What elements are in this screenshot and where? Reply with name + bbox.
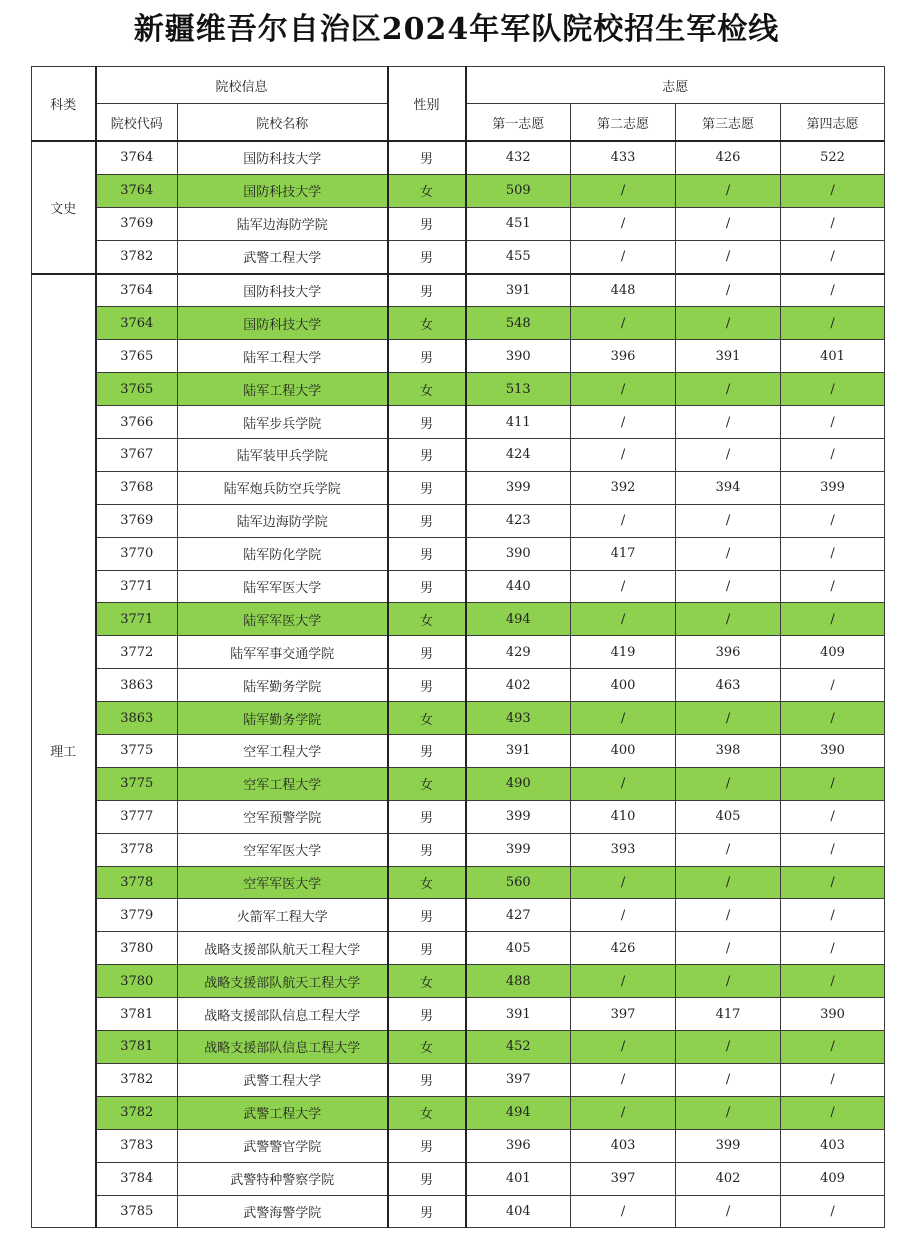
table-row <box>32 1195 885 1228</box>
school-code-cell: 3775 <box>96 767 178 800</box>
third-choice-cell: / <box>676 965 781 998</box>
header-third: 第三志愿 <box>676 104 781 142</box>
fourth-choice-cell: / <box>781 537 885 570</box>
gender-cell: 女 <box>388 603 466 636</box>
school-name-cell: 国防科技大学 <box>178 274 388 307</box>
fourth-choice-cell: 399 <box>781 471 885 504</box>
first-choice-cell: 402 <box>466 669 571 702</box>
school-name-cell: 武警警官学院 <box>178 1129 388 1162</box>
gender-cell: 男 <box>388 406 466 439</box>
gender-cell: 男 <box>388 669 466 702</box>
third-choice-cell: / <box>676 240 781 273</box>
category-cell: 文史 <box>32 141 96 274</box>
gender-cell: 男 <box>388 471 466 504</box>
gender-cell: 女 <box>388 866 466 899</box>
gender-cell: 女 <box>388 1031 466 1064</box>
third-choice-cell: 399 <box>676 1129 781 1162</box>
fourth-choice-cell: 401 <box>781 340 885 373</box>
gender-cell: 男 <box>388 1129 466 1162</box>
fourth-choice-cell: 409 <box>781 1162 885 1195</box>
table-body <box>32 141 885 1228</box>
gender-cell: 男 <box>388 340 466 373</box>
school-name-cell: 战略支援部队航天工程大学 <box>178 932 388 965</box>
second-choice-cell: / <box>571 1063 676 1096</box>
third-choice-cell: / <box>676 899 781 932</box>
fourth-choice-cell: 522 <box>781 141 885 174</box>
gender-cell: 女 <box>388 767 466 800</box>
school-code-cell: 3785 <box>96 1195 178 1228</box>
third-choice-cell: / <box>676 537 781 570</box>
fourth-choice-cell: / <box>781 603 885 636</box>
third-choice-cell: 391 <box>676 340 781 373</box>
table-row <box>32 504 885 537</box>
fourth-choice-cell: / <box>781 439 885 472</box>
school-code-cell: 3771 <box>96 570 178 603</box>
first-choice-cell: 423 <box>466 504 571 537</box>
school-code-cell: 3765 <box>96 340 178 373</box>
table-row <box>32 833 885 866</box>
school-name-cell: 陆军工程大学 <box>178 373 388 406</box>
gender-cell: 女 <box>388 702 466 735</box>
fourth-choice-cell: / <box>781 570 885 603</box>
second-choice-cell: 403 <box>571 1129 676 1162</box>
school-code-cell: 3779 <box>96 899 178 932</box>
table-row <box>32 932 885 965</box>
school-name-cell: 国防科技大学 <box>178 174 388 207</box>
table-row <box>32 274 885 307</box>
table-row <box>32 240 885 273</box>
first-choice-cell: 548 <box>466 307 571 340</box>
third-choice-cell: / <box>676 1063 781 1096</box>
table-row <box>32 1129 885 1162</box>
school-name-cell: 武警工程大学 <box>178 240 388 273</box>
first-choice-cell: 429 <box>466 636 571 669</box>
school-code-cell: 3781 <box>96 1031 178 1064</box>
header-gender: 性别 <box>388 67 466 142</box>
gender-cell: 男 <box>388 274 466 307</box>
fourth-choice-cell: / <box>781 274 885 307</box>
table-row <box>32 373 885 406</box>
table-row <box>32 1162 885 1195</box>
fourth-choice-cell: / <box>781 1096 885 1129</box>
school-name-cell: 空军工程大学 <box>178 767 388 800</box>
third-choice-cell: 398 <box>676 735 781 768</box>
school-code-cell: 3780 <box>96 965 178 998</box>
first-choice-cell: 493 <box>466 702 571 735</box>
school-name-cell: 空军军医大学 <box>178 833 388 866</box>
second-choice-cell: / <box>571 406 676 439</box>
school-name-cell: 武警海警学院 <box>178 1195 388 1228</box>
fourth-choice-cell: / <box>781 932 885 965</box>
first-choice-cell: 494 <box>466 603 571 636</box>
school-code-cell: 3767 <box>96 439 178 472</box>
third-choice-cell: / <box>676 373 781 406</box>
first-choice-cell: 509 <box>466 174 571 207</box>
second-choice-cell: / <box>571 207 676 240</box>
table-row <box>32 998 885 1031</box>
second-choice-cell: 417 <box>571 537 676 570</box>
third-choice-cell: / <box>676 1096 781 1129</box>
third-choice-cell: / <box>676 174 781 207</box>
school-name-cell: 陆军炮兵防空兵学院 <box>178 471 388 504</box>
first-choice-cell: 560 <box>466 866 571 899</box>
page-title: 新疆维吾尔自治区2024年军队院校招生军检线 <box>133 12 780 47</box>
third-choice-cell: 417 <box>676 998 781 1031</box>
table-row <box>32 800 885 833</box>
fourth-choice-cell: / <box>781 833 885 866</box>
first-choice-cell: 399 <box>466 471 571 504</box>
gender-cell: 女 <box>388 965 466 998</box>
gender-cell: 男 <box>388 899 466 932</box>
fourth-choice-cell: / <box>781 965 885 998</box>
table-row <box>32 1031 885 1064</box>
third-choice-cell: / <box>676 406 781 439</box>
school-name-cell: 陆军装甲兵学院 <box>178 439 388 472</box>
third-choice-cell: / <box>676 702 781 735</box>
fourth-choice-cell: / <box>781 307 885 340</box>
second-choice-cell: 410 <box>571 800 676 833</box>
table-row <box>32 965 885 998</box>
school-name-cell: 国防科技大学 <box>178 141 388 174</box>
gender-cell: 男 <box>388 504 466 537</box>
school-name-cell: 陆军军事交通学院 <box>178 636 388 669</box>
school-code-cell: 3777 <box>96 800 178 833</box>
school-code-cell: 3766 <box>96 406 178 439</box>
fourth-choice-cell: / <box>781 373 885 406</box>
gender-cell: 女 <box>388 1096 466 1129</box>
header-category: 科类 <box>32 67 96 142</box>
school-name-cell: 陆军工程大学 <box>178 340 388 373</box>
header-choices: 志愿 <box>466 67 885 104</box>
table-row <box>32 899 885 932</box>
table-row <box>32 866 885 899</box>
table-row <box>32 340 885 373</box>
second-choice-cell: / <box>571 767 676 800</box>
school-code-cell: 3782 <box>96 1096 178 1129</box>
first-choice-cell: 494 <box>466 1096 571 1129</box>
second-choice-cell: 426 <box>571 932 676 965</box>
table-row <box>32 702 885 735</box>
third-choice-cell: / <box>676 767 781 800</box>
first-choice-cell: 391 <box>466 274 571 307</box>
second-choice-cell: / <box>571 866 676 899</box>
table-row <box>32 636 885 669</box>
second-choice-cell: / <box>571 373 676 406</box>
school-name-cell: 空军工程大学 <box>178 735 388 768</box>
school-code-cell: 3771 <box>96 603 178 636</box>
second-choice-cell: / <box>571 307 676 340</box>
school-code-cell: 3764 <box>96 141 178 174</box>
second-choice-cell: 393 <box>571 833 676 866</box>
fourth-choice-cell: / <box>781 702 885 735</box>
category-cell: 理工 <box>32 274 96 1228</box>
second-choice-cell: 433 <box>571 141 676 174</box>
school-code-cell: 3772 <box>96 636 178 669</box>
school-code-cell: 3768 <box>96 471 178 504</box>
fourth-choice-cell: 403 <box>781 1129 885 1162</box>
second-choice-cell: 400 <box>571 669 676 702</box>
header-first: 第一志愿 <box>466 104 571 142</box>
table-row <box>32 669 885 702</box>
second-choice-cell: / <box>571 603 676 636</box>
school-code-cell: 3783 <box>96 1129 178 1162</box>
school-name-cell: 武警特种警察学院 <box>178 1162 388 1195</box>
school-code-cell: 3784 <box>96 1162 178 1195</box>
first-choice-cell: 411 <box>466 406 571 439</box>
school-name-cell: 陆军军医大学 <box>178 603 388 636</box>
school-name-cell: 火箭军工程大学 <box>178 899 388 932</box>
gender-cell: 男 <box>388 1162 466 1195</box>
table-row <box>32 537 885 570</box>
third-choice-cell: / <box>676 603 781 636</box>
table-row <box>32 174 885 207</box>
gender-cell: 男 <box>388 537 466 570</box>
fourth-choice-cell: 390 <box>781 735 885 768</box>
gender-cell: 女 <box>388 174 466 207</box>
first-choice-cell: 390 <box>466 537 571 570</box>
header-school-info: 院校信息 <box>96 67 388 104</box>
gender-cell: 女 <box>388 373 466 406</box>
third-choice-cell: / <box>676 570 781 603</box>
table-row <box>32 735 885 768</box>
gender-cell: 男 <box>388 439 466 472</box>
first-choice-cell: 432 <box>466 141 571 174</box>
third-choice-cell: 426 <box>676 141 781 174</box>
second-choice-cell: / <box>571 965 676 998</box>
school-name-cell: 陆军军医大学 <box>178 570 388 603</box>
gender-cell: 男 <box>388 800 466 833</box>
first-choice-cell: 452 <box>466 1031 571 1064</box>
table-row <box>32 471 885 504</box>
gender-cell: 男 <box>388 570 466 603</box>
admission-table <box>31 66 885 1228</box>
gender-cell: 男 <box>388 636 466 669</box>
table-row <box>32 439 885 472</box>
fourth-choice-cell: / <box>781 207 885 240</box>
school-name-cell: 武警工程大学 <box>178 1063 388 1096</box>
third-choice-cell: 396 <box>676 636 781 669</box>
school-name-cell: 陆军勤务学院 <box>178 669 388 702</box>
school-code-cell: 3778 <box>96 866 178 899</box>
first-choice-cell: 488 <box>466 965 571 998</box>
fourth-choice-cell: / <box>781 866 885 899</box>
first-choice-cell: 404 <box>466 1195 571 1228</box>
first-choice-cell: 401 <box>466 1162 571 1195</box>
gender-cell: 女 <box>388 307 466 340</box>
school-name-cell: 陆军勤务学院 <box>178 702 388 735</box>
fourth-choice-cell: 409 <box>781 636 885 669</box>
fourth-choice-cell: / <box>781 899 885 932</box>
header-code: 院校代码 <box>96 104 178 142</box>
school-name-cell: 战略支援部队信息工程大学 <box>178 1031 388 1064</box>
table-row <box>32 603 885 636</box>
second-choice-cell: / <box>571 504 676 537</box>
third-choice-cell: / <box>676 274 781 307</box>
header-second: 第二志愿 <box>571 104 676 142</box>
second-choice-cell: / <box>571 1195 676 1228</box>
fourth-choice-cell: / <box>781 800 885 833</box>
school-name-cell: 战略支援部队信息工程大学 <box>178 998 388 1031</box>
school-name-cell: 陆军边海防学院 <box>178 504 388 537</box>
header-name: 院校名称 <box>178 104 388 142</box>
fourth-choice-cell: / <box>781 406 885 439</box>
gender-cell: 男 <box>388 735 466 768</box>
gender-cell: 男 <box>388 1195 466 1228</box>
third-choice-cell: 402 <box>676 1162 781 1195</box>
table-row <box>32 406 885 439</box>
third-choice-cell: / <box>676 833 781 866</box>
second-choice-cell: / <box>571 570 676 603</box>
school-name-cell: 战略支援部队航天工程大学 <box>178 965 388 998</box>
table-row <box>32 141 885 174</box>
fourth-choice-cell: 390 <box>781 998 885 1031</box>
third-choice-cell: / <box>676 307 781 340</box>
second-choice-cell: / <box>571 439 676 472</box>
second-choice-cell: / <box>571 1096 676 1129</box>
table-row <box>32 307 885 340</box>
school-name-cell: 武警工程大学 <box>178 1096 388 1129</box>
first-choice-cell: 490 <box>466 767 571 800</box>
school-code-cell: 3775 <box>96 735 178 768</box>
gender-cell: 男 <box>388 932 466 965</box>
third-choice-cell: 405 <box>676 800 781 833</box>
header-fourth: 第四志愿 <box>781 104 885 142</box>
third-choice-cell: / <box>676 439 781 472</box>
second-choice-cell: 400 <box>571 735 676 768</box>
second-choice-cell: / <box>571 1031 676 1064</box>
school-name-cell: 空军预警学院 <box>178 800 388 833</box>
table-row <box>32 1096 885 1129</box>
school-name-cell: 国防科技大学 <box>178 307 388 340</box>
table-row <box>32 570 885 603</box>
gender-cell: 男 <box>388 207 466 240</box>
school-code-cell: 3769 <box>96 504 178 537</box>
third-choice-cell: / <box>676 866 781 899</box>
second-choice-cell: 392 <box>571 471 676 504</box>
second-choice-cell: / <box>571 702 676 735</box>
fourth-choice-cell: / <box>781 240 885 273</box>
table-row <box>32 1063 885 1096</box>
first-choice-cell: 396 <box>466 1129 571 1162</box>
school-code-cell: 3782 <box>96 1063 178 1096</box>
first-choice-cell: 390 <box>466 340 571 373</box>
third-choice-cell: / <box>676 207 781 240</box>
first-choice-cell: 391 <box>466 998 571 1031</box>
first-choice-cell: 440 <box>466 570 571 603</box>
school-code-cell: 3863 <box>96 669 178 702</box>
second-choice-cell: / <box>571 899 676 932</box>
school-code-cell: 3765 <box>96 373 178 406</box>
gender-cell: 男 <box>388 141 466 174</box>
gender-cell: 男 <box>388 1063 466 1096</box>
first-choice-cell: 405 <box>466 932 571 965</box>
first-choice-cell: 397 <box>466 1063 571 1096</box>
third-choice-cell: / <box>676 1195 781 1228</box>
second-choice-cell: 419 <box>571 636 676 669</box>
fourth-choice-cell: / <box>781 767 885 800</box>
school-code-cell: 3769 <box>96 207 178 240</box>
first-choice-cell: 391 <box>466 735 571 768</box>
third-choice-cell: 394 <box>676 471 781 504</box>
third-choice-cell: / <box>676 932 781 965</box>
third-choice-cell: 463 <box>676 669 781 702</box>
school-code-cell: 3781 <box>96 998 178 1031</box>
gender-cell: 男 <box>388 998 466 1031</box>
school-name-cell: 陆军防化学院 <box>178 537 388 570</box>
second-choice-cell: 397 <box>571 998 676 1031</box>
table-row <box>32 207 885 240</box>
school-name-cell: 陆军边海防学院 <box>178 207 388 240</box>
school-code-cell: 3780 <box>96 932 178 965</box>
gender-cell: 男 <box>388 240 466 273</box>
school-code-cell: 3764 <box>96 307 178 340</box>
fourth-choice-cell: / <box>781 504 885 537</box>
school-name-cell: 陆军步兵学院 <box>178 406 388 439</box>
fourth-choice-cell: / <box>781 1031 885 1064</box>
fourth-choice-cell: / <box>781 174 885 207</box>
first-choice-cell: 427 <box>466 899 571 932</box>
first-choice-cell: 451 <box>466 207 571 240</box>
second-choice-cell: / <box>571 240 676 273</box>
second-choice-cell: / <box>571 174 676 207</box>
second-choice-cell: 397 <box>571 1162 676 1195</box>
second-choice-cell: 448 <box>571 274 676 307</box>
first-choice-cell: 513 <box>466 373 571 406</box>
school-code-cell: 3782 <box>96 240 178 273</box>
fourth-choice-cell: / <box>781 1195 885 1228</box>
school-code-cell: 3764 <box>96 274 178 307</box>
gender-cell: 男 <box>388 833 466 866</box>
second-choice-cell: 396 <box>571 340 676 373</box>
school-code-cell: 3764 <box>96 174 178 207</box>
third-choice-cell: / <box>676 504 781 537</box>
third-choice-cell: / <box>676 1031 781 1064</box>
first-choice-cell: 455 <box>466 240 571 273</box>
fourth-choice-cell: / <box>781 1063 885 1096</box>
first-choice-cell: 399 <box>466 833 571 866</box>
fourth-choice-cell: / <box>781 669 885 702</box>
first-choice-cell: 399 <box>466 800 571 833</box>
school-name-cell: 空军军医大学 <box>178 866 388 899</box>
school-code-cell: 3770 <box>96 537 178 570</box>
table-row <box>32 767 885 800</box>
school-code-cell: 3863 <box>96 702 178 735</box>
school-code-cell: 3778 <box>96 833 178 866</box>
first-choice-cell: 424 <box>466 439 571 472</box>
